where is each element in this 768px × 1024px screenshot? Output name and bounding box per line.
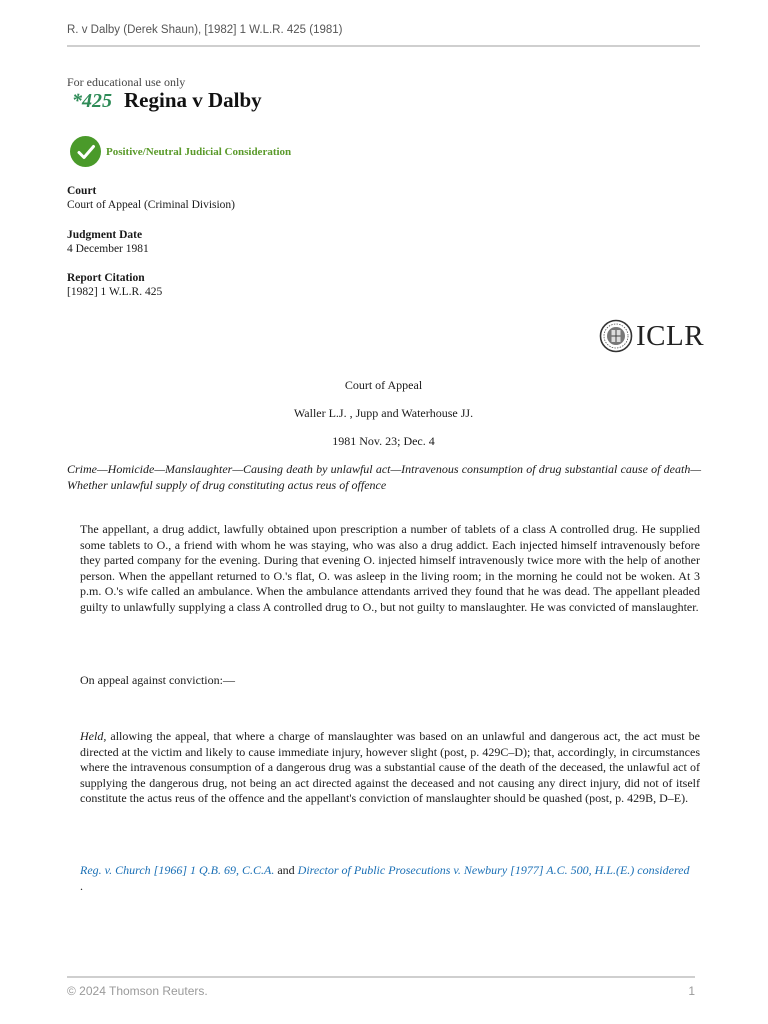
judgment-date-label: Judgment Date [67, 229, 143, 241]
court-value: Court of Appeal (Criminal Division) [67, 199, 236, 211]
educational-use-notice: For educational use only [67, 75, 186, 89]
case-link-church[interactable]: Reg. v. Church [1966] 1 Q.B. 69, C.C.A. [80, 863, 275, 877]
cases-trailer: . [80, 878, 83, 893]
hearing-dates: 1981 Nov. 23; Dec. 4 [332, 434, 435, 448]
running-header: R. v Dalby (Derek Shaun), [1982] 1 W.L.R. 425 (1981) [67, 24, 700, 47]
held-paragraph [80, 729, 700, 807]
iclr-logo [599, 319, 704, 353]
report-citation-block [67, 271, 162, 299]
held-text: allowing the appeal, that where a charge of manslaughter was based on an unlawful and dangerous act, the act must be directed at the victim and likely to cause immediate injury, however slight (post, p. 429C–D); that, accordingly, in circumstances where the intravenous consumption of a dangerous drug was a substantial cause of the death of the deceased, the unlawful act of supplying the dangerous drug, not being an act directed against the deceased and not causing any direct injury, did not of itself constitute the actus reus of the offence and the appellant's conviction of manslaughter should be quashed (post, p. 429B, D–E). [80, 729, 700, 805]
check-circle-icon [70, 136, 101, 167]
judgment-date-value: 4 December 1981 [67, 243, 149, 255]
court-block [67, 184, 235, 212]
page-footer [67, 976, 695, 998]
judicial-consideration-status[interactable] [70, 136, 291, 167]
case-title-line [72, 88, 262, 113]
iclr-logo-text: ICLR [636, 319, 705, 352]
page-marker: *425 [72, 90, 112, 112]
on-appeal-line: On appeal against conviction:— [80, 673, 235, 687]
court-name: Court of Appeal [344, 378, 423, 392]
case-title: Regina v Dalby [124, 88, 262, 112]
judgment-date-block [67, 228, 149, 256]
iclr-crest-icon [599, 319, 633, 353]
case-link-newbury[interactable]: Director of Public Prosecutions v. Newbury [1977] A.C. 500, H.L.(E.) considered [297, 863, 690, 877]
held-label: Held, [80, 729, 107, 743]
report-citation-label: Report Citation [67, 272, 145, 284]
cases-joiner: and [274, 863, 298, 877]
cases-considered [80, 863, 700, 894]
judges: Waller L.J. , Jupp and Waterhouse JJ. [293, 406, 474, 420]
status-label: Positive/Neutral Judicial Consideration [106, 145, 292, 158]
report-citation-value: [1982] 1 W.L.R. 425 [67, 286, 163, 298]
catchwords: Crime—Homicide—Manslaughter—Causing death by unlawful act—Intravenous consumption of drug substantial cause of death—Whether unlawful supply of drug constituting actus reus of offence [67, 462, 701, 492]
copyright: © 2024 Thomson Reuters. [67, 984, 208, 998]
court-label: Court [67, 185, 97, 197]
facts-paragraph: The appellant, a drug addict, lawfully obtained upon prescription a number of tablets of a class A controlled drug. He supplied some tablets to O., a friend with whom he was staying, who was also a drug addict. Each injected himself intravenously before they parted company for the evening. During that evening O. injected himself intravenously twice more with the help of another person. When the appellant returned to O.'s flat, O. was asleep in the living room; in the morning he could not be woken. At 3 p.m. O.'s wife called an ambulance. When the ambulance attendants arrived they found that he was dead. The appellant pleaded guilty to unlawfully supplying a class A controlled drug to O., but not guilty to manslaughter. He was convicted of manslaughter. [80, 522, 700, 614]
page-number: 1 [688, 984, 695, 998]
